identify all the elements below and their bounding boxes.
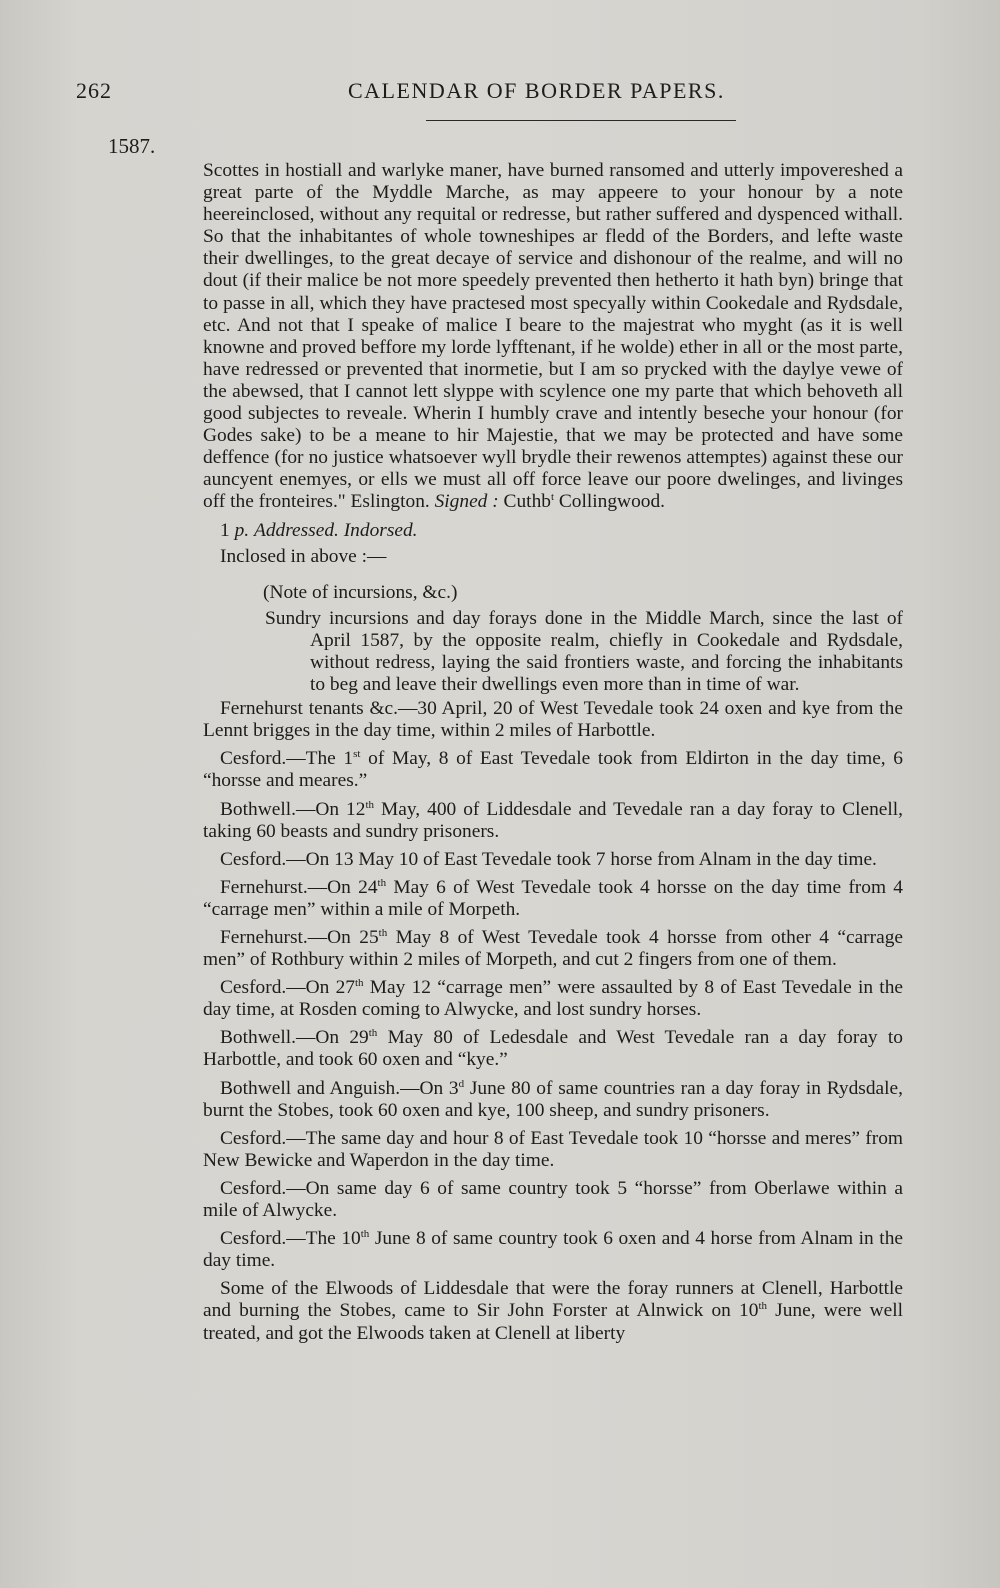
entry-text-cont: June 80 of same countries ran a day foray in Rydsdale, burnt the Stobes, took 60 oxen and kye, 100 sheep, and sundry prisoners. xyxy=(203,1077,903,1121)
entry-text: Fernehurst.—On 25 xyxy=(220,927,379,948)
entry-text: Cesford.—On same day 6 of same country took 5 “horsse” from Oberlawe within a mile of Alwycke. xyxy=(203,1177,903,1222)
body-text xyxy=(203,160,903,1345)
enclosed-label: Inclosed in above :— xyxy=(220,545,387,567)
endorsement-number: 1 xyxy=(220,519,230,541)
entry-text-cont: May, 400 of Liddesdale and Tevedale ran a day foray to Clenell, taking 60 beasts and sundry prisoners. xyxy=(203,798,903,842)
endorsement-p: p. xyxy=(234,519,250,541)
entry-text-cont: May 80 of Ledesdale and West Tevedale ran a day foray to Harbottle, and took 60 oxen and “kye.” xyxy=(203,1027,903,1071)
letter-text: Scottes in hostiall and warlyke maner, have burned ransomed and utterly impovereshed a great parte of the Myddle Marche, as may appeere to your honour by a note heereinclosed, without any requital or redresse, but rather suffered and dyspenced withall. So that the inhabitantes of whole towneshipes ar fledd of the Borders, and lefte waste their dwellinges, to the great decaye of service and dishonour of the realme, and will no dout (if their malice be not more speedely prevented then hetherto it hath byn) bringe that to passe in all, which they have practesed most specyally within Cookedale and Rydsdale, etc. And not that I speake of malice I beare to the majestrat who myght (as it is well knowne and proved beffore my lorde lyfftenant, if he wolde) ether in all or the most parte, have redressed or prevented that inormetie, but I am so prycked with the daylye vewe of the abewsed, that I cannot lett slyppe with scylence one my parte that which behoveth all good subjectes to reveale. Wherin I humbly crave and intently beseche your honour (for Godes sake) to be a meane to hir Majestie, that we may be protected and have some deffence (for no justice whatsoever wyll brydle their rewenos attemptes) against these our auncyent enemyes, or ells we must all off force leave our poore dwelinges, and livinges off the fronteires." Eslington. xyxy=(203,160,903,513)
entry-text: Fernehurst tenants &c.—30 April, 20 of West Tevedale took 24 oxen and kye from the Lennt brigges in the day time, within 2 miles of Harbottle. xyxy=(203,698,903,742)
entry-text-cont: May 6 of West Tevedale took 4 horsse on the day time from 4 “carrage men” within a mile of Morpeth. xyxy=(203,876,903,920)
note-intro: Sundry incursions and day forays done in the Middle March, since the last of April 1587, by the opposite realm, chiefly in Cookedale and Rydsdale, without redress, laying the said frontiers waste, and forcing the inhabitants to beg and leave their dwellings even more than in time of war. xyxy=(265,607,903,696)
entry-text-cont: May 12 “carrage men” were assaulted by 8 of East Tevedale in the day time, at Rosden coming to Alwycke, and lost sundry horses. xyxy=(203,977,903,1021)
endorsement xyxy=(220,520,903,542)
entry-text-cont: of May, 8 of East Tevedale took from Eldirton in the day time, 6 “horsse and meares.” xyxy=(203,748,904,792)
entry-text: Cesford.—The 1 xyxy=(220,748,354,770)
incursion-entry xyxy=(203,799,903,843)
entry-text: Cesford.—On 13 May 10 of East Tevedale took 7 horse from Alnam in the day time. xyxy=(220,848,877,870)
endorsement-text: Addressed. Indorsed. xyxy=(253,519,418,541)
entry-text: Fernehurst.—On 24 xyxy=(220,876,378,898)
incursion-entry xyxy=(203,1178,903,1222)
page-number: 262 xyxy=(76,78,112,103)
ordinal-suffix: th xyxy=(377,876,387,889)
ordinal-suffix: th xyxy=(378,927,388,939)
incursion-entry xyxy=(203,1027,903,1071)
entry-text: Bothwell.—On 12 xyxy=(220,798,366,820)
incursion-entry xyxy=(203,1128,903,1172)
incursion-entries xyxy=(203,698,903,1344)
header-rule xyxy=(426,120,736,121)
ordinal-suffix: th xyxy=(354,977,364,990)
note-title: (Note of incursions, &c.) xyxy=(263,581,458,603)
entry-text: Cesford.—The 10 xyxy=(220,1228,361,1250)
ordinal-suffix: th xyxy=(360,1228,370,1241)
incursion-entry xyxy=(203,849,903,871)
incursion-entry xyxy=(203,1228,903,1272)
ordinal-suffix: th xyxy=(368,1027,378,1040)
entry-text: Cesford.—On 27 xyxy=(220,977,355,999)
letter-paragraph xyxy=(203,160,903,514)
entry-text-cont: May 8 of West Tevedale took 4 horsse from other 4 “carrage men” of Rothbury within 2 miles of Morpeth, and cut 2 fingers from one of them. xyxy=(203,927,903,971)
entry-text: Bothwell.—On 29 xyxy=(220,1027,369,1049)
incursion-entry xyxy=(203,1078,903,1122)
signed-label: Signed : xyxy=(434,491,499,513)
incursion-entry xyxy=(203,927,903,971)
incursion-entry xyxy=(203,698,903,742)
entry-text: Cesford.—The same day and hour 8 of East Tevedale took 10 “horsse and meres” from New Bewicke and Waperdon in the day time. xyxy=(203,1127,903,1171)
incursion-entry xyxy=(203,977,903,1021)
ordinal-suffix: th xyxy=(758,1300,767,1313)
incursion-entry xyxy=(203,748,903,792)
entry-text-cont: June 8 of same country took 6 oxen and 4 horse from Alnam in the day time. xyxy=(203,1228,903,1272)
entry-text: Some of the Elwoods of Liddesdale that were the foray runners at Clenell, Harbottle and burning the Stobes, came to Sir John Forster at Alnwick on 10 xyxy=(203,1278,903,1322)
ordinal-suffix: th xyxy=(365,798,374,811)
incursion-entry xyxy=(203,1278,903,1344)
page-header xyxy=(0,78,1000,118)
entry-text: Bothwell and Anguish.—On 3 xyxy=(220,1077,459,1099)
entry-text-cont: June, were well treated, and got the Elwoods taken at Clenell at liberty xyxy=(203,1300,903,1344)
year-margin-note: 1587. xyxy=(108,134,156,158)
signature: Cuthb$^t$ Collingwood. xyxy=(503,491,665,513)
incursion-entry xyxy=(203,877,903,921)
ordinal-suffix: st xyxy=(353,748,361,761)
ordinal-suffix: d xyxy=(458,1077,465,1090)
running-title: CALENDAR OF BORDER PAPERS. xyxy=(348,78,725,103)
